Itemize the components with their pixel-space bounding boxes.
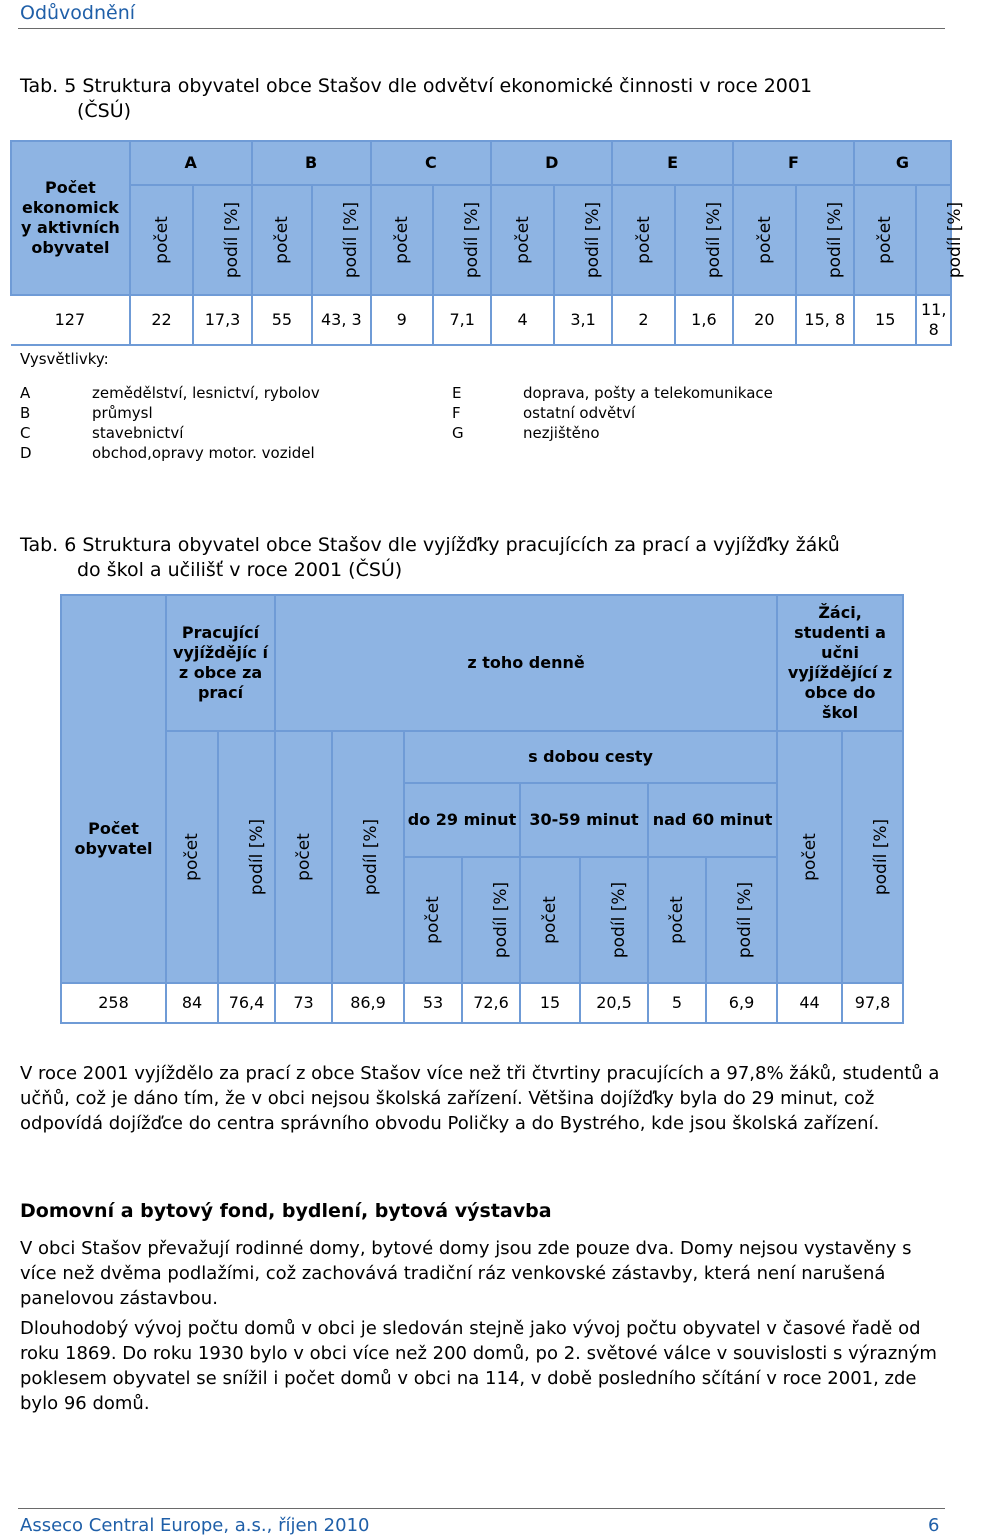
- tab5-sub-podil: podíl [%]: [222, 201, 243, 279]
- tab6-cell: 44: [777, 983, 842, 1023]
- tab5-group-d: D: [491, 141, 612, 185]
- tab6-sub-podil: podíl [%]: [491, 881, 512, 959]
- tab5-group-c: C: [371, 141, 492, 185]
- footer-divider: [18, 1508, 945, 1509]
- tab6-pracujici: Pracující vyjíždějíc í z obce za prací: [166, 595, 275, 731]
- tab6-3059: 30-59 minut: [520, 783, 648, 857]
- tab5-sub-podil: podíl [%]: [462, 201, 483, 279]
- tab5-sub-pocet: počet: [875, 216, 896, 264]
- tab6-cell: 72,6: [462, 983, 520, 1023]
- tab5-cell: 3,1: [554, 295, 612, 345]
- tab6-cell: 258: [61, 983, 166, 1023]
- tab6-do29: do 29 minut: [404, 783, 520, 857]
- paragraph-1: V roce 2001 vyjíždělo za prací z obce Stašov více než tři čtvrtiny pracujících a 97,8% žáků, studentů a učňů, což je dáno tím, že v obci nejsou školská zařízení. Většina dojížďky byla do 29 minut, což odpovídá dojížďce do centra správního obvodu Poličky a do Bystrého, kde jsou školská zařízení.: [20, 1063, 940, 1134]
- tab5-cell: 11, 8: [916, 295, 951, 345]
- tab5-sub-pocet: počet: [151, 216, 172, 264]
- tab5-cell: 55: [252, 295, 312, 345]
- tab6-sub-podil: podíl [%]: [361, 818, 382, 896]
- tab6-cell: 76,4: [218, 983, 275, 1023]
- footer-page-number: 6: [928, 1515, 940, 1536]
- tab5-group-g: G: [854, 141, 951, 185]
- legend-right: E doprava, pošty a telekomunikace F ostatní odvětví G nezjištěno: [452, 384, 773, 442]
- tab5-cell: 20: [733, 295, 796, 345]
- tab5-sub-podil: podíl [%]: [341, 201, 362, 279]
- tab5-cell: 15, 8: [796, 295, 854, 345]
- tab5-group-a: A: [130, 141, 252, 185]
- legend-left: A zemědělství, lesnictví, rybolov B průmysl C stavebnictví D obchod,opravy motor. vozidel: [20, 384, 320, 462]
- tab6-cell: 73: [275, 983, 332, 1023]
- tab6-sub-pocet: počet: [539, 896, 560, 944]
- tab6-cell: 15: [520, 983, 580, 1023]
- tab5-cell: 7,1: [433, 295, 491, 345]
- tab6-zaci: Žáci, studenti a učni vyjíždějící z obce do škol: [777, 595, 903, 731]
- tab6-s-dobou-cesty: s dobou cesty: [404, 731, 777, 783]
- tab6-sub-pocet: počet: [666, 896, 687, 944]
- tab6-sub-podil: podíl [%]: [735, 881, 756, 959]
- tab5-group-f: F: [733, 141, 854, 185]
- tab5-cell: 9: [371, 295, 434, 345]
- tab5-sub-pocet: počet: [391, 216, 412, 264]
- tab5-sub-pocet: počet: [754, 216, 775, 264]
- tab5-cell: 2: [612, 295, 675, 345]
- tab6-sub-pocet: počet: [293, 833, 314, 881]
- tab6-sub-podil: podíl [%]: [247, 818, 268, 896]
- tab5-row-header: Počet ekonomick y aktivních obyvatel: [11, 141, 130, 295]
- tab6-cell: 20,5: [580, 983, 648, 1023]
- tab6-cell: 6,9: [706, 983, 777, 1023]
- tab5-group-e: E: [612, 141, 733, 185]
- tab5-cell: 15: [854, 295, 917, 345]
- tab6-table: [60, 594, 904, 1024]
- tab5-cell: 22: [130, 295, 194, 345]
- tab5-sub-pocet: počet: [633, 216, 654, 264]
- tab6-cell: 97,8: [842, 983, 903, 1023]
- tab6-cell: 84: [166, 983, 218, 1023]
- footer-company: Asseco Central Europe, a.s., říjen 2010: [20, 1515, 370, 1536]
- tab6-cell: 53: [404, 983, 462, 1023]
- tab5-sub-podil: podíl [%]: [945, 201, 966, 279]
- legend-title: Vysvětlivky:: [20, 350, 109, 368]
- tab6-sub-podil: podíl [%]: [609, 881, 630, 959]
- tab6-sub-pocet: počet: [422, 896, 443, 944]
- header-title: Odůvodnění: [20, 2, 136, 24]
- header-divider: [18, 28, 945, 29]
- tab6-z-toho-denne: z toho denně: [275, 595, 777, 731]
- paragraph-2: V obci Stašov převažují rodinné domy, bytové domy jsou zde pouze dva. Domy nejsou vystavěny s více než dvěma podlažími, což zachovává tradiční ráz venkovské zástavby, která není narušená panelovou zástavbou.: [20, 1238, 912, 1309]
- tab6-sub-pocet: počet: [799, 833, 820, 881]
- tab6-nad60: nad 60 minut: [648, 783, 777, 857]
- section-heading: Domovní a bytový fond, bydlení, bytová výstavba: [20, 1200, 552, 1222]
- tab6-sub-podil: podíl [%]: [871, 818, 892, 896]
- tab5-sub-podil: podíl [%]: [703, 201, 724, 279]
- paragraph-3: Dlouhodobý vývoj počtu domů v obci je sledován stejně jako vývoj počtu obyvatel v časové řadě od roku 1869. Do roku 1930 bylo v obci více než 200 domů, po 2. světové válce v souvislosti s výrazným poklesem obyvatel se snížil i počet domů v obci na 114, v době posledního sčítání v roce 2001, zde bylo 96 domů.: [20, 1318, 937, 1414]
- tab5-cell: 127: [11, 295, 130, 345]
- tab5-sub-pocet: počet: [512, 216, 533, 264]
- tab5-table: [10, 140, 966, 346]
- tab6-caption: Tab. 6 Struktura obyvatel obce Stašov dle vyjížďky pracujících za prací a vyjížďky žáků do škol a učilišť v roce 2001 (ČSÚ): [20, 534, 840, 581]
- tab6-cell: 86,9: [332, 983, 404, 1023]
- tab5-cell: 43, 3: [312, 295, 370, 345]
- tab5-sub-pocet: počet: [271, 216, 292, 264]
- tab5-group-b: B: [252, 141, 371, 185]
- tab6-cell: 5: [648, 983, 706, 1023]
- tab5-cell: 1,6: [675, 295, 733, 345]
- tab5-caption: Tab. 5 Struktura obyvatel obce Stašov dle odvětví ekonomické činnosti v roce 2001 (ČSÚ): [20, 75, 813, 122]
- tab5-sub-podil: podíl [%]: [824, 201, 845, 279]
- tab5-cell: 17,3: [193, 295, 251, 345]
- tab5-sub-podil: podíl [%]: [583, 201, 604, 279]
- tab6-pocet-obyvatel: Počet obyvatel: [61, 595, 166, 983]
- tab5-cell: 4: [491, 295, 554, 345]
- tab6-sub-pocet: počet: [181, 833, 202, 881]
